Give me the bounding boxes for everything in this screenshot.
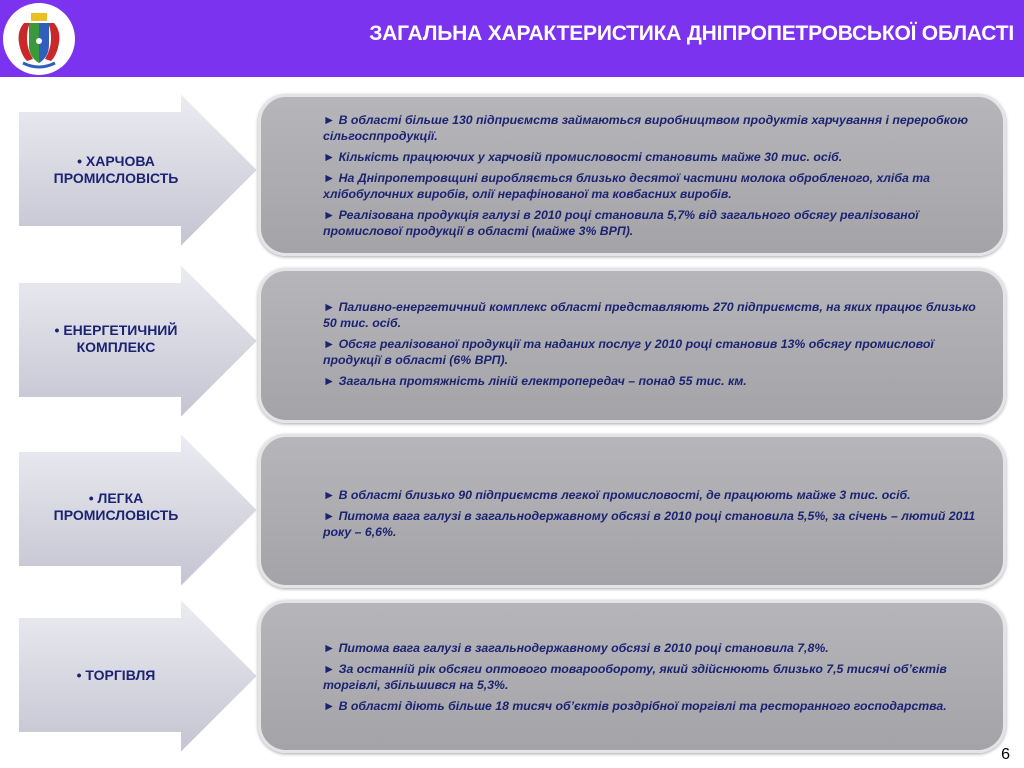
sector-label-line1: • ЕНЕРГЕТИЧНИЙ: [54, 322, 178, 338]
sector-light-industry: [16, 431, 260, 589]
sector-label-line1: • ЛЕГКА: [88, 490, 144, 506]
bullet-item: ► Питома вага галузі в загальнодержавному обсязі в 2010 році становила 5,5%, за січень – лютий 2011 року – 6,6%.: [323, 509, 976, 539]
info-panel-food: [258, 94, 1006, 256]
bullet-item: ► Загальна протяжність ліній електропередач – понад 55 тис. км.: [323, 374, 747, 388]
bullet-item: ► Реалізована продукція галузі в 2010 році становила 5,7% від загального обсягу реалізованої промислової продукції в області (майже 3% ВРП).: [323, 208, 919, 238]
bullet-item: ► За останній рік обсяги оптового товарообороту, який здійснюють близько 7,5 тисячі об’єктів торгівлі, збільшився на 5,3%.: [323, 662, 947, 692]
bullet-item: ► В області більше 130 підприємств займаються виробництвом продуктів харчування і переробкою сільгосппродукції.: [323, 113, 969, 143]
coat-of-arms-icon: [3, 3, 75, 75]
page-number: 6: [1001, 746, 1010, 763]
sector-label-line1: • ТОРГІВЛЯ: [76, 667, 156, 683]
sector-energy-complex: [16, 262, 260, 420]
header-bar: [0, 0, 1024, 77]
sector-label-line2: ПРОМИСЛОВІСТЬ: [53, 170, 179, 186]
bullet-item: ► Питома вага галузі в загальнодержавному обсязі в 2010 році становила 7,8%.: [323, 641, 829, 655]
bullet-item: ► На Дніпропетровщині виробляється близько десятої частини молока обробленого, хліба та хлібобулочних виробів, олії нерафінованої та ковбасних виробів.: [323, 171, 930, 201]
bullet-item: ► В області діють більше 18 тисяч об’єктів роздрібної торгівлі та ресторанного господарства.: [323, 699, 947, 713]
sector-food-industry: [16, 91, 260, 249]
bullet-item: ► Паливно-енергетичний комплекс області представляють 270 підприємств, на яких працює близько 50 тис. осіб.: [323, 300, 976, 330]
sector-label-line2: ПРОМИСЛОВІСТЬ: [53, 507, 179, 523]
page-title: ЗАГАЛЬНА ХАРАКТЕРИСТИКА ДНІПРОПЕТРОВСЬКОЇ ОБЛАСТІ: [369, 22, 1014, 45]
sector-trade: [16, 597, 260, 755]
info-panel-light-industry: [258, 434, 1006, 588]
info-panel-energy: [258, 268, 1006, 423]
info-panel-trade: [258, 600, 1006, 753]
sector-label-line2: КОМПЛЕКС: [76, 339, 156, 355]
sector-label-line1: • ХАРЧОВА: [77, 153, 155, 169]
bullet-item: ► Кількість працюючих у харчовій промисловості становить майже 30 тис. осіб.: [323, 150, 843, 164]
bullet-item: ► В області близько 90 підприємств легкої промисловості, де працюють майже 3 тис. осіб.: [323, 488, 911, 502]
bullet-item: ► Обсяг реалізованої продукції та наданих послуг у 2010 році становив 13% обсягу промислової продукції в області (6% ВРП).: [323, 337, 934, 367]
